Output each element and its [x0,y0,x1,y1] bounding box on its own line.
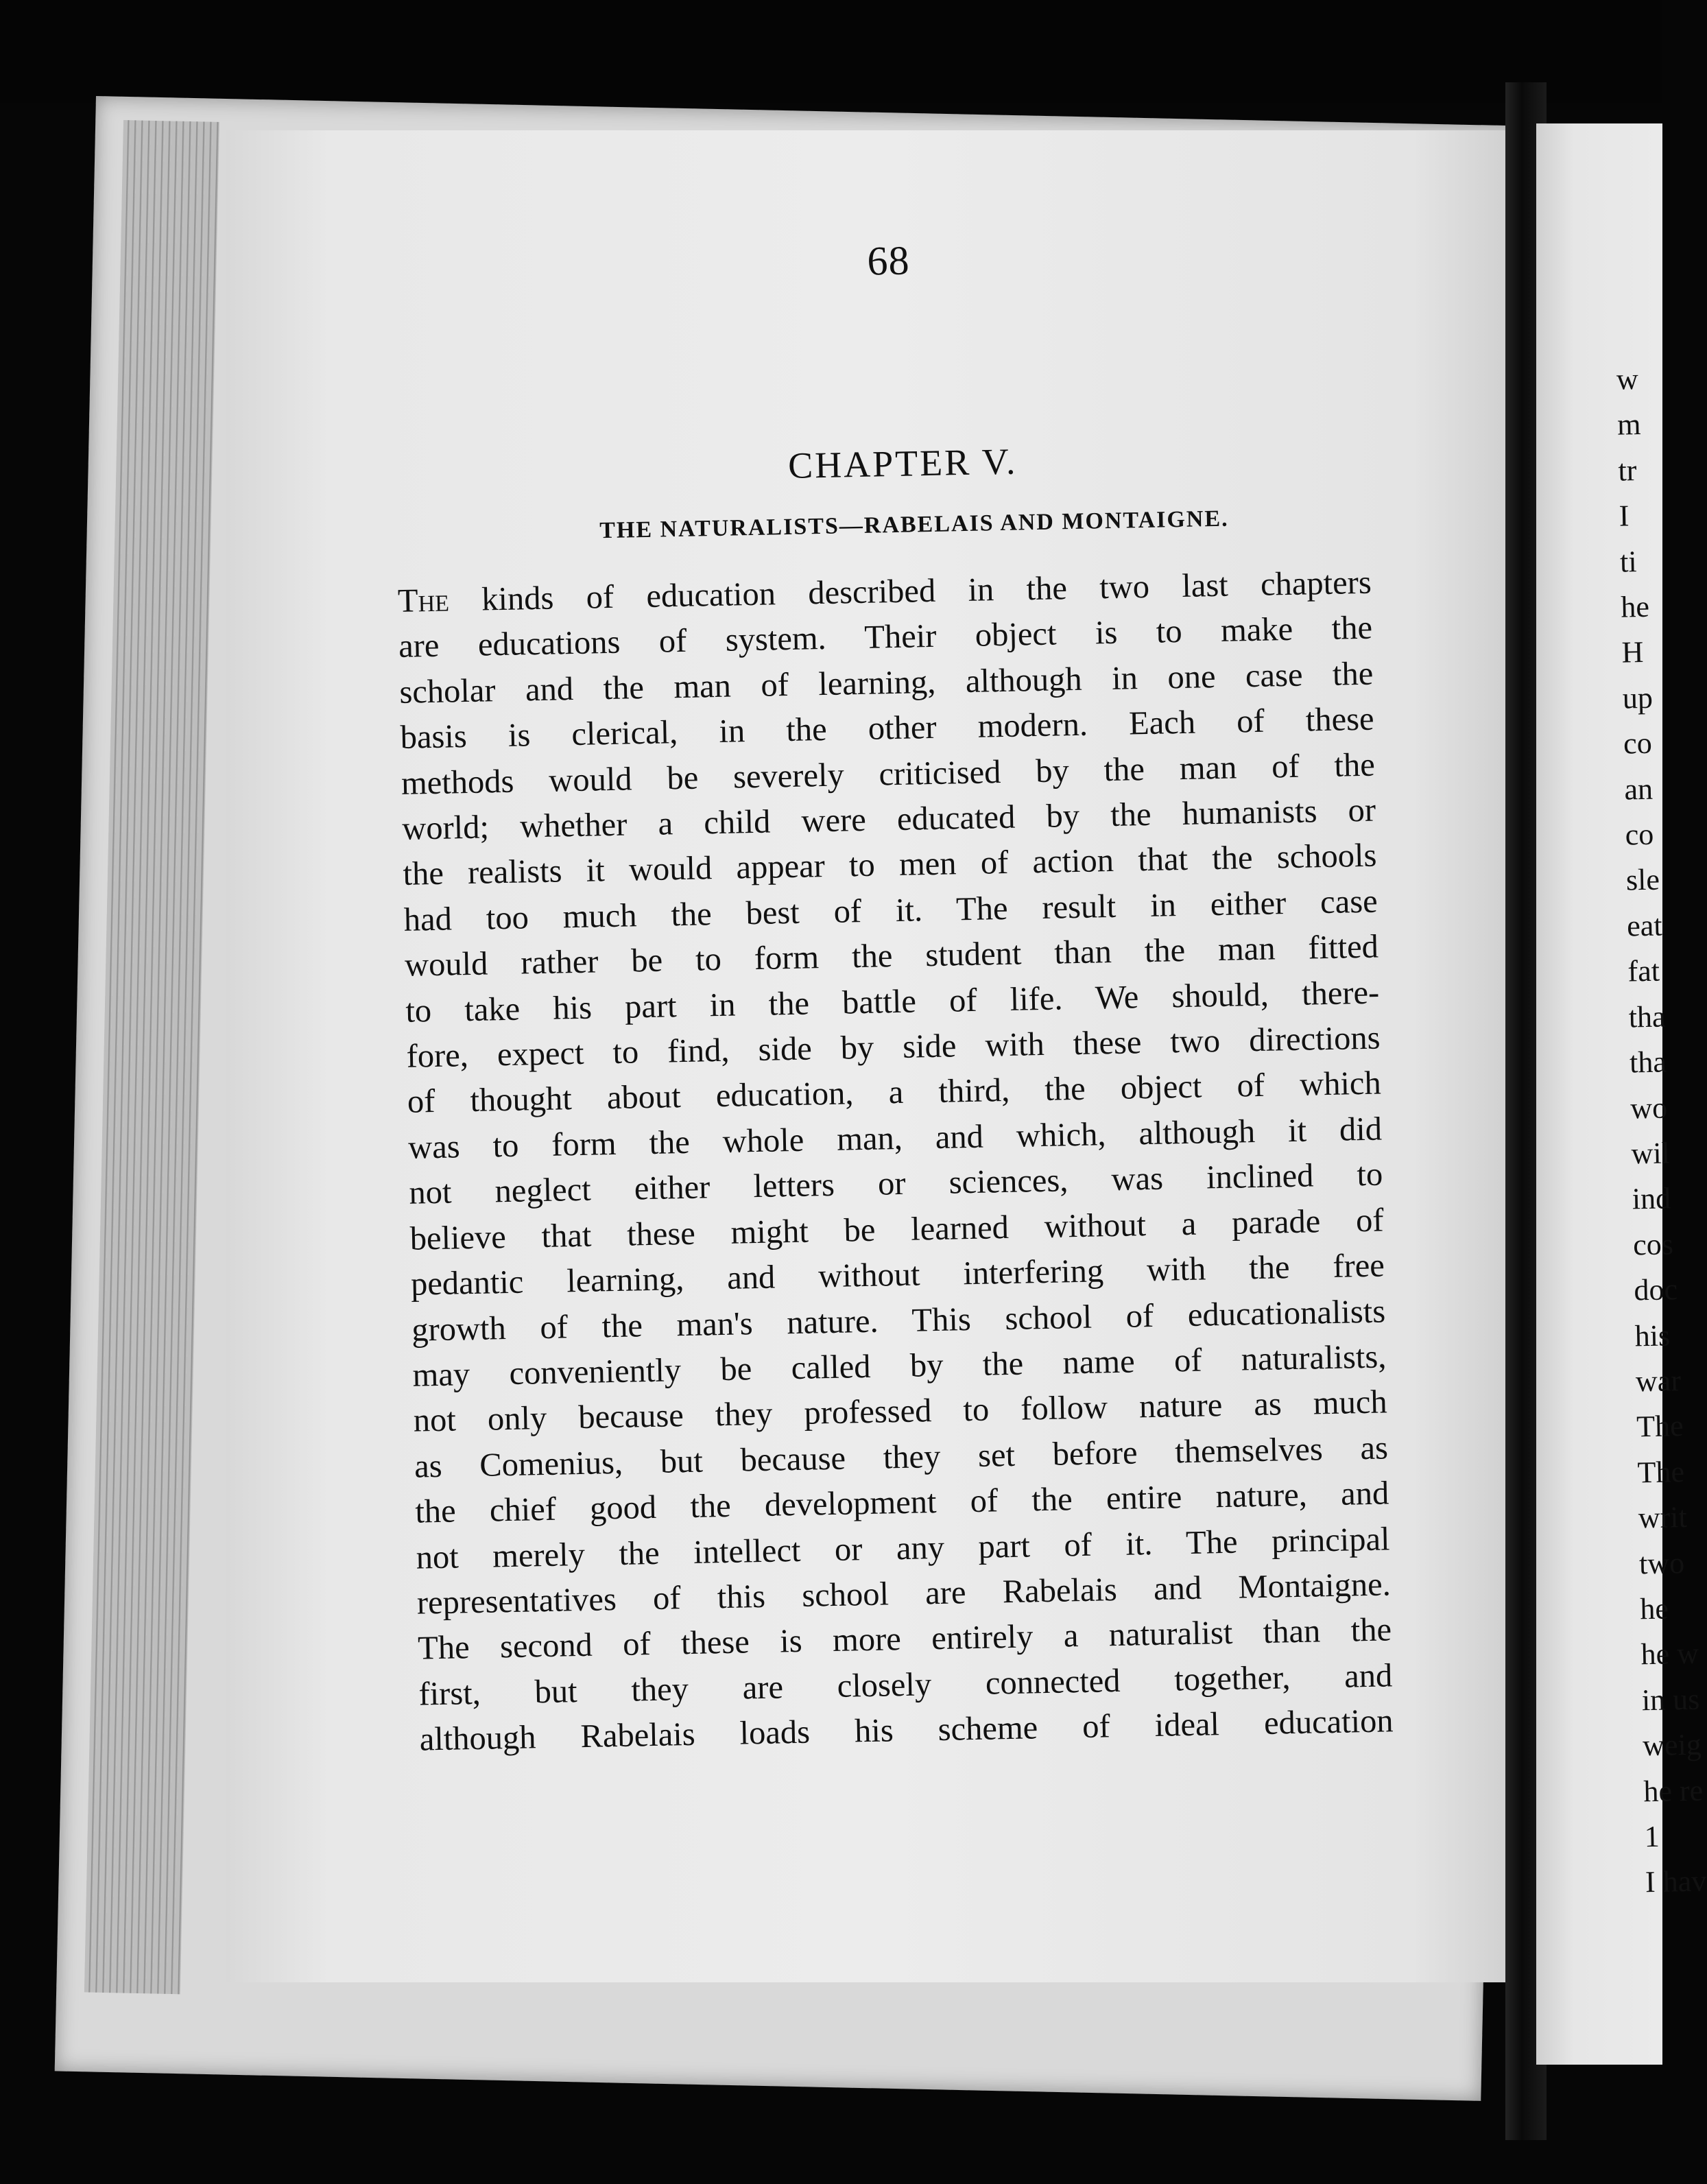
facing-page-fragment: cos [1632,1227,1674,1262]
text-line: are educations of system. Their object is to make the [398,610,1373,665]
text-line: not only because they professed to follow nature as much [413,1384,1388,1439]
facing-page-fragment: wo [1630,1090,1668,1125]
facing-page-fragment: up [1622,680,1654,715]
facing-page-fragment: he [1639,1591,1669,1626]
facing-page-fragment: I hav [1645,1864,1707,1899]
text-line: The second of these is more entirely a naturalist than the [417,1611,1392,1667]
facing-page-fragment: ind [1632,1181,1671,1216]
facing-page-fragment: an [1623,772,1654,807]
facing-page-fragment: H [1621,635,1644,670]
facing-page-fragment: The [1637,1454,1685,1490]
facing-page-fragment: 1 [1644,1819,1660,1854]
facing-page-fragment: tha [1628,999,1667,1034]
text-line: the realists it would appear to men of action that the schools [403,838,1377,893]
lead-word: The [397,582,450,619]
scan-background-top [0,0,1662,103]
text-line: had too much the best of it. The result in either case [403,883,1378,938]
facing-page-fragment: sle [1625,863,1660,897]
facing-page-fragment: doc [1633,1272,1678,1307]
facing-page-fragment: in us [1641,1682,1700,1718]
text-line: although Rabelais loads his scheme of ideal education [419,1702,1394,1758]
facing-page-fragment: he w [1640,1637,1699,1672]
facing-page-fragment: tr [1618,453,1637,488]
text-line: may conveniently be called by the name of naturalists, [412,1338,1387,1394]
text-line: believe that these might be learned without a parade of [409,1202,1385,1257]
first-line-rest: kinds of education described in the two last chapters [449,564,1372,619]
text-line: basis is clerical, in the other modern. Each of these [400,700,1374,757]
text-line: scholar and the man of learning, although in one case the [398,655,1374,711]
facing-page-fragment: ti [1619,544,1637,579]
text-line: fore, expect to find, side by side with these two directions [406,1019,1381,1075]
facing-page-fragment: two [1638,1545,1685,1580]
text-line: representatives of this school are Rabelais and Montaigne. [416,1566,1392,1622]
text-line: pedantic learning, and without interfering with the free [410,1247,1385,1303]
text-line: the chief good the development of the entire nature, and [414,1475,1389,1530]
text-line: first, but they are closely connected together, and [418,1657,1393,1713]
text-line: not merely the intellect or any part of it. The principal [416,1520,1390,1576]
text-line: not neglect either letters or sciences, was inclined to [408,1156,1383,1212]
text-line: would rather be to form the student than the man fitted [404,928,1379,984]
chapter-title: CHAPTER V. [787,440,1018,486]
text-line: was to form the whole man, and which, although it did [407,1111,1383,1166]
facing-page-fragment: co [1623,726,1653,761]
left-page-content [391,228,1394,1763]
text-line: growth of the man's nature. This school of educationalists [411,1292,1386,1349]
facing-page-fragment: wil [1631,1136,1671,1171]
facing-page-fragment: fat [1627,953,1660,988]
facing-page-fragment: w [1616,362,1639,396]
facing-page-fragment: weig [1642,1727,1702,1763]
facing-page-fragment: writ [1638,1500,1688,1535]
text-line: to take his part in the battle of life. We should, there- [405,974,1380,1030]
text-line: of thought about education, a third, the object of which [407,1065,1382,1121]
facing-page-fragment: he re [1643,1773,1704,1808]
facing-page-fragment: The [1636,1409,1684,1444]
chapter-subtitle: THE NATURALISTS—RABELAIS AND MONTAIGNE. [599,506,1229,544]
facing-page-fragment: war [1635,1364,1682,1399]
facing-page-fragment: tha [1629,1045,1667,1080]
facing-page-fragment: eat [1626,908,1663,943]
facing-page-fragment: I [1619,499,1630,533]
facing-page-fragment: m [1616,407,1641,442]
body-paragraph [397,560,1394,1764]
facing-page-fragment: he [1620,589,1650,624]
text-line: as Comenius, but because they set before themselves as [414,1429,1389,1485]
page-number: 68 [866,237,911,284]
facing-page-fragment: co [1625,817,1654,852]
text-line: methods would be severely criticised by the man of the [401,746,1376,802]
text-line: world; whether a child were educated by the humanists or [401,792,1376,847]
facing-page-fragment: his [1634,1318,1671,1353]
text-lines [398,606,1394,1763]
